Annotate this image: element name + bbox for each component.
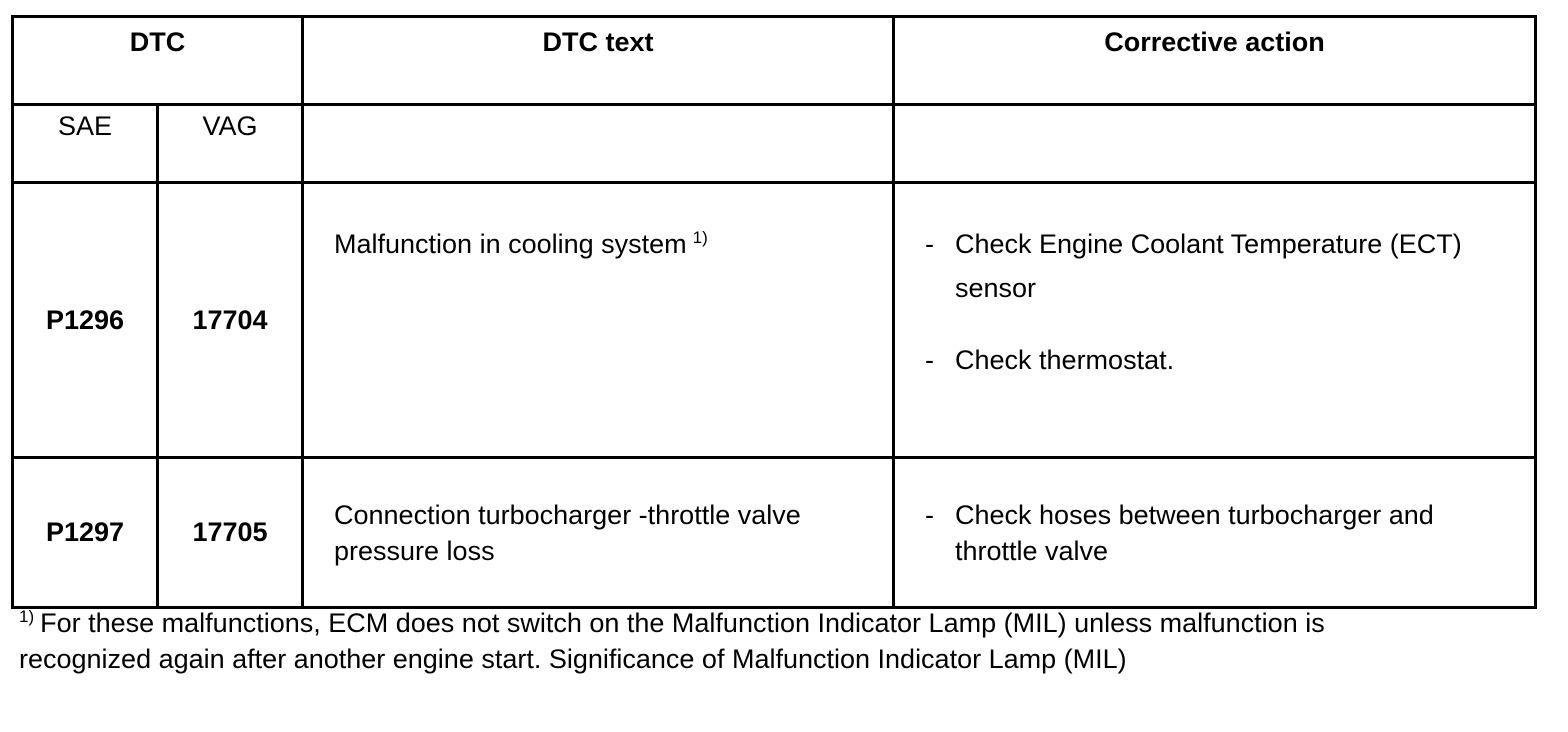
dtc-table <box>11 15 1537 609</box>
footnote-marker: 1) <box>19 607 35 626</box>
footnote-text: For these malfunctions, ECM does not switch on the Malfunction Indicator Lamp (MIL) unless malfunction is recognized again after another engine start. Significance of Malfunction Indicator Lamp (MIL) <box>19 608 1325 674</box>
footnote-reference: 1) <box>692 228 708 247</box>
corrective-action-cell <box>894 458 1536 608</box>
sae-code-cell: P1296 <box>13 183 158 458</box>
header-corrective-action: Corrective action <box>894 17 1536 105</box>
dtc-text: Connection turbocharger -throttle valve pressure loss <box>334 499 801 566</box>
vag-code-cell: 17705 <box>158 458 303 608</box>
action-text: Check hoses between turbocharger and throttle valve <box>955 499 1434 566</box>
footnote <box>19 605 1339 677</box>
table-header-row <box>13 17 1536 105</box>
header-dtc: DTC <box>13 17 303 105</box>
table-subheader-row <box>13 105 1536 183</box>
action-item <box>925 338 1514 382</box>
sae-code-cell: P1297 <box>13 458 158 608</box>
header-dtc-text: DTC text <box>303 17 894 105</box>
corrective-action-cell <box>894 183 1536 458</box>
vag-code-cell: 17704 <box>158 183 303 458</box>
dtc-text-cell <box>303 458 894 608</box>
table-row <box>13 183 1536 458</box>
dtc-text-cell <box>303 183 894 458</box>
table-row <box>13 458 1536 608</box>
bullet-dash: - <box>925 229 934 259</box>
subheader-empty-text <box>303 105 894 183</box>
action-text: Check Engine Coolant Temperature (ECT) sensor <box>955 229 1462 303</box>
subheader-empty-action <box>894 105 1536 183</box>
action-item <box>925 222 1514 310</box>
dtc-text: Malfunction in cooling system <box>334 229 687 259</box>
bullet-dash: - <box>925 499 934 530</box>
action-text: Check thermostat. <box>955 345 1175 375</box>
bullet-dash: - <box>925 345 934 375</box>
subheader-sae: SAE <box>13 105 158 183</box>
action-item <box>925 497 1514 569</box>
subheader-vag: VAG <box>158 105 303 183</box>
